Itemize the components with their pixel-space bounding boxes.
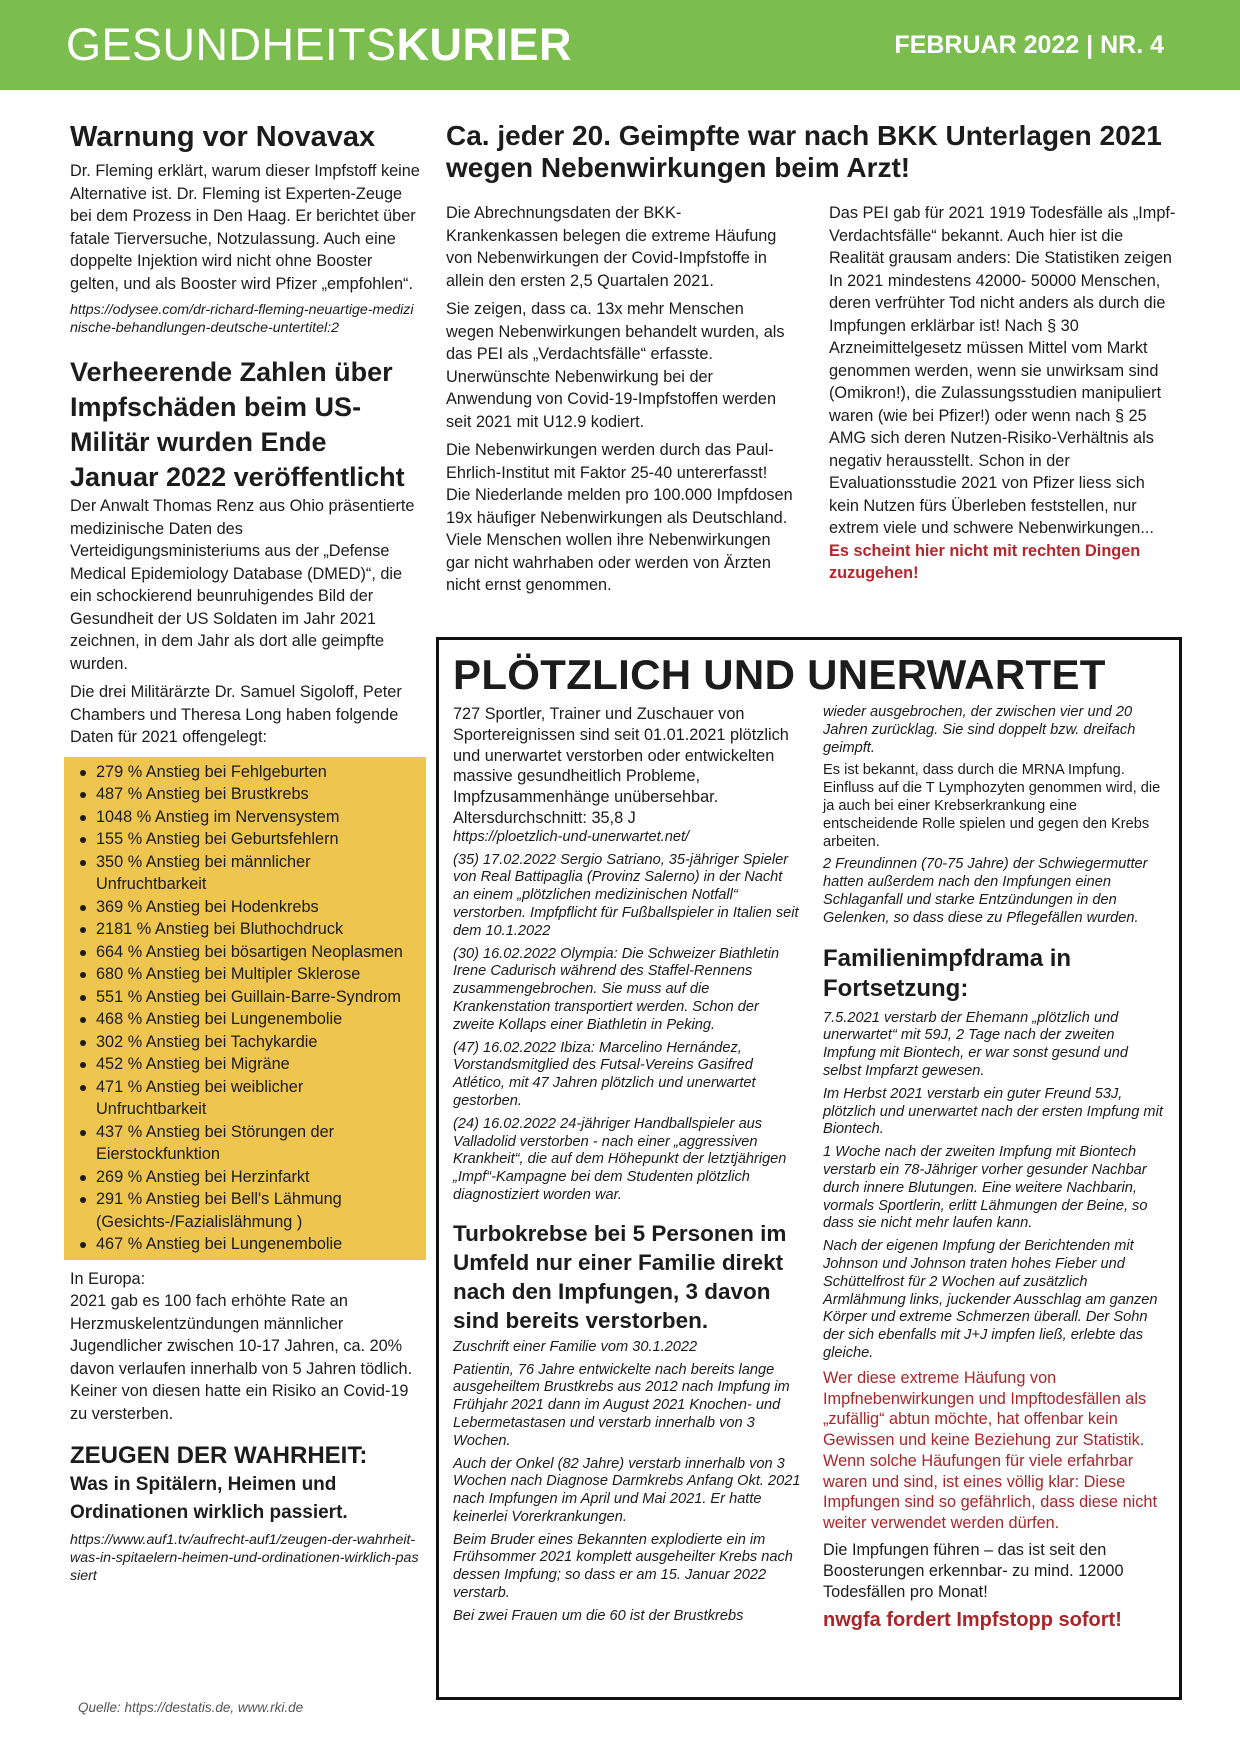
cases-list bbox=[453, 852, 801, 1205]
warning-paragraph: Wer diese extreme Häufung von Impfnebenwirkungen und Impftodesfällen als „zufällig“ abtun möchte, hat offenbar kein Gewissen und keine Beziehung zur Statistik. Wenn solche Häufungen für viele erfahrbar waren und sind, ist eines völlig klar: Diese Impfungen sind so gefährlich, dass diese nicht weiter verwendet werden dürfen. bbox=[823, 1368, 1157, 1533]
europe-label: In Europa: bbox=[70, 1269, 146, 1288]
case-item: (24) 16.02.2022 24-jähriger Handballspieler aus Valladolid verstorben - nach einer „aggressiven Krankheit“, die auf dem Höhepunkt der letztjährigen „Impf“-Kampagne bei dem Studenten plötzlich diagnostiziert worden war. bbox=[453, 1115, 787, 1203]
left-column bbox=[70, 120, 420, 1585]
novavax-title: Warnung vor Novavax bbox=[70, 121, 376, 153]
article-military bbox=[70, 355, 420, 1425]
stat-item: 471 % Anstieg bei weiblicher Unfruchtbarkeit bbox=[78, 1076, 418, 1121]
friends-paragraph: 2 Freundinnen (70-75 Jahre) der Schwiegermutter hatten außerdem nach den Impfungen einen Schlaganfall und starke Entzündungen in den Gelenken, so dass diese zu Pflegefällen wurden. bbox=[823, 856, 1148, 926]
stat-item: 452 % Anstieg bei Migräne bbox=[78, 1053, 418, 1076]
stat-item: 302 % Anstieg bei Tachykardie bbox=[78, 1031, 418, 1054]
newspaper-logo bbox=[66, 18, 572, 72]
stat-item: 468 % Anstieg bei Lungenembolie bbox=[78, 1008, 418, 1031]
military-lead: Die drei Militärärzte Dr. Samuel Sigoloff, Peter Chambers und Theresa Long haben folgende Daten für 2021 offengelegt: bbox=[70, 683, 402, 746]
turbo-item: Patientin, 76 Jahre entwickelte nach bereits lange ausgeheiltem Brustkrebs aus 2012 nach Impfung im Frühjahr 2021 dann im August 2021 Knochen- und Lebermetastasen und verstarb innerhalb von 3 Wochen. bbox=[453, 1361, 790, 1449]
box-inner bbox=[453, 648, 1165, 1689]
bkk-pei-text: Das PEI gab für 2021 1919 Todesfälle als „Impf-Verdachtsfälle“ bekannt. Auch hier ist die Realität grausam anders: Die Statistiken zeigen In 2021 mindestens 42000- 50000 Menschen, deren verfrühter Tod nicht anders als durch die Impfungen erklärbar ist! Nach § 30 Arzneimittelgesetz müssen Mittel vom Markt genommen werden, wenn sie unwirksam sind (Omikron!), die Zulassungsstudien manipuliert waren (wie bei Pfizer!) oder wenn nach § 25 AMG sich deren Nutzen-Risiko-Verhältnis als negativ herausstellt. Schon in der Evaluationsstudie 2021 von Pfizer liess sich kein Nutzen fürs Überleben feststellen, nur extrem viele und schwere Nebenwirkungen... bbox=[829, 204, 1176, 537]
novavax-body: Dr. Fleming erklärt, warum dieser Impfstoff keine Alternative ist. Dr. Fleming ist Experten-Zeuge bei dem Prozess in Den Haag. Er berichtet über fatale Tierversuche, Notzulassung. Auch eine doppelte Injektion wird nicht ohne Booster gelten, und als Booster wird Pfizer „empfohlen“. bbox=[70, 162, 420, 293]
source-note: Quelle: https://destatis.de, www.rki.de bbox=[78, 1700, 304, 1715]
box-link[interactable]: https://ploetzlich-und-unerwartet.net/ bbox=[453, 828, 690, 845]
stat-item: 291 % Anstieg bei Bell's Lähmung (Gesichts-/Fazialislähmung ) bbox=[78, 1188, 418, 1233]
article-novavax bbox=[70, 120, 420, 337]
box-banner: PLÖTZLICH UND UNERWARTET bbox=[453, 651, 1106, 698]
case-item: (30) 16.02.2022 Olympia: Die Schweizer Biathletin Irene Cadurisch während des Staffel-Rennens zusammengebrochen. Sie muss auf die Krankenstation transportiert werden. Schon der zweite Kollaps einer Biathletin in Peking. bbox=[453, 945, 780, 1033]
deaths-paragraph: Die Impfungen führen – das ist seit den Boosterungen erkennbar- zu mind. 12000 Todesfällen pro Monat! bbox=[823, 1541, 1124, 1601]
stat-item: 551 % Anstieg bei Guillain-Barre-Syndrom bbox=[78, 986, 418, 1009]
military-title: Verheerende Zahlen über Impfschäden beim US-Militär wurden Ende Januar 2022 veröffentlicht bbox=[70, 357, 405, 492]
turbo-item: Beim Bruder eines Bekannten explodierte ein im Frühsommer 2021 komplett ausgeheilter Krebs nach dessen Impfung; so dass er am 15. Januar 2022 verstarb. bbox=[453, 1531, 793, 1602]
stat-item: 269 % Anstieg bei Herzinfarkt bbox=[78, 1166, 418, 1189]
bkk-column-left bbox=[446, 202, 793, 603]
mrna-paragraph: Es ist bekannt, dass durch die MRNA Impfung. Einfluss auf die T Lymphozyten genommen wird, die ja auch bei einer Krebserkrankung eine entscheidende Rolle spielen und gegen den Krebs arbeiten. bbox=[823, 762, 1161, 850]
case-item: (35) 17.02.2022 Sergio Satriano, 35-jähriger Spieler von Real Battipaglia (Provinz Salerno) in der Nacht an einem „plötzlichen medizinischen Notfall“ verstorben. Impfpflicht für Fußballspieler in Italien seit dem 10.1.2022 bbox=[453, 851, 799, 939]
family-item: 1 Woche nach der zweiten Impfung mit Biontech verstarb ein 78-Jähriger vorher gesunder Nachbar durch innere Blutungen. Eine weitere Nachbarin, vormals Sportlerin, erlitt Lähmungen der Beine, so dass sie nicht mehr laufen kann. bbox=[823, 1144, 1148, 1232]
stat-item: 155 % Anstieg bei Geburtsfehlern bbox=[78, 828, 418, 851]
issue-date: FEBRUAR 2022 | NR. 4 bbox=[894, 31, 1164, 59]
box-columns bbox=[453, 704, 1165, 1633]
family-item: Nach der eigenen Impfung der Berichtenden mit Johnson und Johnson traten hohes Fieber und Schüttelfrost für 2 Wochen auf zusätzlich Armlähmung links, juckender Ausschlag am ganzen Körper und extreme Schmerzen überall. Der Sohn der sich ebenfalls mit J+J impfen ließ, erlebte das gleiche. bbox=[823, 1238, 1158, 1361]
case-item: (47) 16.02.2022 Ibiza: Marcelino Hernández, Vorstandsmitglied des Futsal-Vereins Gasifred Atlético, mit 47 Jahren plötzlich und unerwartet gestorben. bbox=[453, 1039, 756, 1109]
brand-part-2: KURIER bbox=[396, 19, 573, 70]
family-title: Familienimpfdrama in Fortsetzung: bbox=[823, 944, 1072, 1002]
bkk-columns bbox=[446, 202, 1176, 603]
zeugen-title: ZEUGEN DER WAHRHEIT: bbox=[70, 1442, 368, 1469]
military-intro: Der Anwalt Thomas Renz aus Ohio präsentierte medizinische Daten des Verteidigungsministeriums aus der „Defense Medical Epidemiology Database (DMED)“, die ein schockierend beunruhigendes Bild der Gesundheit der US Soldaten im Jahr 2021 zeichnen, in dem Jahr als dort alle geimpfte wurden. bbox=[70, 497, 415, 673]
box-column-right bbox=[823, 704, 1165, 1633]
stat-item: 2181 % Anstieg bei Bluthochdruck bbox=[78, 918, 418, 941]
stat-item: 1048 % Anstieg im Nervensystem bbox=[78, 806, 418, 829]
stats-list bbox=[64, 757, 426, 1260]
box-column-left bbox=[453, 704, 801, 1633]
stat-item: 467 % Anstieg bei Lungenembolie bbox=[78, 1233, 418, 1256]
zeugen-link[interactable]: https://www.auf1.tv/aufrecht-auf1/zeugen-der-wahrheit-was-in-spitaelern-heimen-und-ordinationen-wirklich-passiert bbox=[70, 1532, 419, 1584]
ploetzlich-box bbox=[436, 637, 1182, 1700]
closing-demand: nwgfa fordert Impfstopp sofort! bbox=[823, 1609, 1122, 1632]
stat-item: 437 % Anstieg bei Störungen der Eierstockfunktion bbox=[78, 1121, 418, 1166]
zeugen-subtitle: Was in Spitälern, Heimen und Ordinationen wirklich passiert. bbox=[70, 1474, 348, 1523]
turbo-list bbox=[453, 1362, 801, 1626]
stat-item: 350 % Anstieg bei männlicher Unfruchtbarkeit bbox=[78, 851, 418, 896]
stat-item: 487 % Anstieg bei Brustkrebs bbox=[78, 783, 418, 806]
bkk-paragraph: Die Abrechnungsdaten der BKK- Krankenkassen belegen die extreme Häufung von Nebenwirkungen der Covid-Impfstoffe in allein den ersten 2,5 Quartalen 2021. bbox=[446, 204, 777, 290]
masthead bbox=[0, 0, 1240, 90]
stat-item: 279 % Anstieg bei Fehlgeburten bbox=[78, 761, 418, 784]
brand-part-1: GESUNDHEITS bbox=[66, 19, 397, 70]
bkk-paragraph bbox=[829, 202, 1176, 585]
family-item: 7.5.2021 verstarb der Ehemann „plötzlich und unerwartet“ mit 59J, 2 Tage nach der zweiten Impfung mit Biontech, er war sonst gesund und selbst Impfarzt gewesen. bbox=[823, 1009, 1129, 1079]
bkk-paragraph: Die Nebenwirkungen werden durch das Paul-Ehrlich-Institut mit Faktor 25-40 untererfasst! Die Niederlande melden pro 100.000 Impfdosen 19x häufiger Nebenwirkungen als Deutschland. Viele Menschen wollen ihre Nebenwirkungen gar nicht wahrhaben oder werden von Ärzten nicht ernst genommen. bbox=[446, 441, 793, 594]
stat-item: 664 % Anstieg bei bösartigen Neoplasmen bbox=[78, 941, 418, 964]
europe-body: 2021 gab es 100 fach erhöhte Rate an Herzmuskelentzündungen männlicher Jugendlicher zwischen 10-17 Jahren, ca. 20% davon verlaufen innerhalb von 5 Jahren tödlich. Keiner von diesen hatte ein Risiko an Covid-19 zu versterben. bbox=[70, 1292, 413, 1423]
turbo-title: Turbokrebse bei 5 Personen im Umfeld nur einer Familie direkt nach den Impfungen, 3 davon sind bereits verstorben. bbox=[453, 1220, 787, 1333]
turbo-subtitle: Zuschrift einer Familie vom 30.1.2022 bbox=[453, 1338, 698, 1355]
box-intro: 727 Sportler, Trainer und Zuschauer von Sportereignissen sind seit 01.01.2021 plötzlich und unerwartet verstorben oder entwickelten massive gesundheitlich Probleme, Impfzusammenhänge unübersehbar. Altersdurchschnitt: 35,8 J bbox=[453, 705, 789, 827]
stat-item: 369 % Anstieg bei Hodenkrebs bbox=[78, 896, 418, 919]
turbo-item: Auch der Onkel (82 Jahre) verstarb innerhalb von 3 Wochen nach Diagnose Darmkrebs Anfang Okt. 2021 nach Impfungen im April und Mai 2021. Er hatte keinerlei Vorerkrankungen. bbox=[453, 1455, 801, 1525]
turbo-continuation: wieder ausgebrochen, der zwischen vier und 20 Jahren zurücklag. Sie sind doppelt bzw. dreifach geimpft. bbox=[823, 704, 1136, 756]
novavax-link[interactable]: https://odysee.com/dr-richard-fleming-neuartige-medizinische-behandlungen-deutsche-untertitel:2 bbox=[70, 302, 414, 336]
bkk-paragraph: Sie zeigen, dass ca. 13x mehr Menschen wegen Nebenwirkungen behandelt wurden, als das PEI als „Verdachtsfälle“ erfasste. Unerwünschte Nebenwirkung bei der Anwendung von Covid-19-Impfstoffen werden seit 2021 mit U12.9 kodiert. bbox=[446, 300, 785, 431]
family-item: Im Herbst 2021 verstarb ein guter Freund 53J, plötzlich und unerwartet nach der ersten Impfung mit Biontech. bbox=[823, 1085, 1163, 1138]
turbo-item: Bei zwei Frauen um die 60 ist der Brustkrebs bbox=[453, 1607, 744, 1624]
article-bkk bbox=[446, 120, 1176, 603]
bkk-title: Ca. jeder 20. Geimpfte war nach BKK Unterlagen 2021 wegen Nebenwirkungen beim Arzt! bbox=[446, 120, 1162, 183]
article-zeugen bbox=[70, 1441, 420, 1585]
bkk-accent: Es scheint hier nicht mit rechten Dingen zuzugehen! bbox=[829, 541, 1141, 582]
stat-item: 680 % Anstieg bei Multipler Sklerose bbox=[78, 963, 418, 986]
bkk-column-right bbox=[829, 202, 1176, 603]
family-list bbox=[823, 1010, 1165, 1363]
